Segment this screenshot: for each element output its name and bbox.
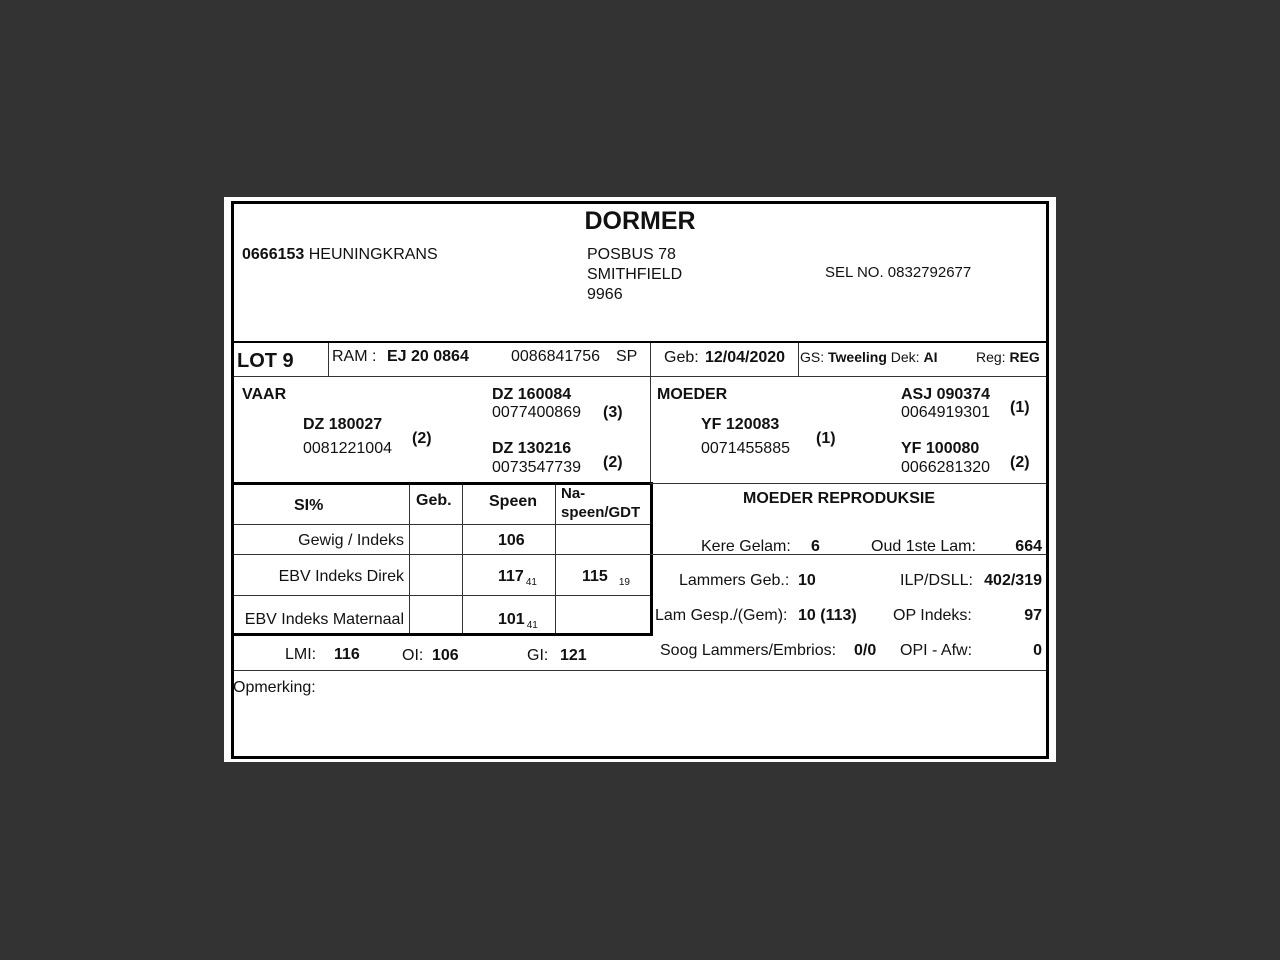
si-weaning-value-text: 117 <box>498 568 524 585</box>
si-weaning-value <box>498 568 537 586</box>
sire-dam-id: DZ 130216 <box>492 440 572 457</box>
sire-dam-count: (2) <box>603 454 623 471</box>
divider <box>328 343 329 376</box>
registration-status <box>976 349 1040 365</box>
address-line-1: POSBUS 78 <box>587 246 676 263</box>
sire-label: VAAR <box>242 386 287 403</box>
si-row-label: Gewig / Indeks <box>298 532 404 549</box>
lambs-weaned-label: Lam Gesp./(Gem): <box>655 607 788 624</box>
ram-registration: 0086841756 <box>511 348 600 365</box>
birth-date: 12/04/2020 <box>705 349 786 366</box>
gs-label: GS: <box>800 349 825 365</box>
column-divider <box>409 485 410 633</box>
reproduction-title: MOEDER REPRODUKSIE <box>743 490 936 507</box>
si-table-bottom-border <box>234 633 653 636</box>
remarks-label: Opmerking: <box>233 679 316 696</box>
si-weaning-value: 106 <box>498 532 525 549</box>
lot-card <box>224 197 1056 762</box>
divider <box>798 343 799 376</box>
weaning-header: Speen <box>489 493 538 510</box>
si-weaning-accuracy: 41 <box>525 577 537 588</box>
kere-value: 6 <box>811 538 820 555</box>
sire-id: DZ 180027 <box>303 416 383 433</box>
lambs-born-value: 10 <box>798 572 816 589</box>
op-index-value: 97 <box>1024 607 1042 624</box>
owner-code: 0666153 <box>242 246 305 263</box>
lmi-value: 116 <box>334 646 360 663</box>
dam-dam-registration: 0066281320 <box>901 459 990 476</box>
row-divider <box>234 595 650 596</box>
lot-row-bottom-border <box>234 376 1046 377</box>
si-weaning-accuracy: 41 <box>526 620 538 631</box>
post-weaning-header <box>561 484 640 522</box>
gs-value: Tweeling <box>828 349 887 365</box>
divider <box>650 343 651 483</box>
lmi-label: LMI: <box>285 646 317 663</box>
si-post-weaning-accuracy: 19 <box>618 577 630 588</box>
dam-registration: 0071455885 <box>701 440 790 457</box>
ram-label: RAM : <box>332 348 377 365</box>
card-frame <box>231 201 1049 759</box>
gi-label: GI: <box>527 647 549 664</box>
sire-sire-id: DZ 160084 <box>492 386 572 403</box>
gi-value: 121 <box>560 647 587 664</box>
ilp-label: ILP/DSLL: <box>900 572 973 589</box>
lambs-weaned-value: 10 (113) <box>798 607 857 624</box>
dek-label: Dek: <box>890 349 920 365</box>
opi-label: OPI - Afw: <box>900 642 973 659</box>
sire-sire-registration: 0077400869 <box>492 404 581 421</box>
si-row-label: EBV Indeks Direk <box>278 568 404 585</box>
birth-label: Geb: <box>664 349 699 366</box>
kere-label: Kere Gelam: <box>701 538 791 555</box>
address-line-2: SMITHFIELD <box>587 266 683 283</box>
si-weaning-value-text: 101 <box>498 611 525 628</box>
lot-number: LOT 9 <box>237 350 294 372</box>
dam-sire-count: (1) <box>1010 399 1030 416</box>
dam-sire-id: ASJ 090374 <box>901 386 990 403</box>
dam-sire-registration: 0064919301 <box>901 404 990 421</box>
si-post-weaning-value-text: 115 <box>582 568 608 585</box>
dam-label: MOEDER <box>657 386 728 403</box>
birth-header: Geb. <box>416 492 452 509</box>
sire-count: (2) <box>412 430 432 447</box>
lot-row-top-border <box>234 341 1046 343</box>
reproduction-top-border <box>650 483 1046 484</box>
dam-id: YF 120083 <box>701 416 780 433</box>
post-weaning-header-line-2: speen/GDT <box>561 504 641 521</box>
lambs-born-label: Lammers Geb.: <box>679 572 790 589</box>
suckling-value: 0/0 <box>854 642 877 659</box>
sel-number: SEL NO. 0832792677 <box>825 264 972 281</box>
si-weaning-value <box>498 611 538 629</box>
ram-id: EJ 20 0864 <box>387 348 469 365</box>
suckling-label: Soog Lammers/Embrios: <box>660 642 837 659</box>
column-divider <box>555 485 556 633</box>
breed-title: DORMER <box>584 207 696 235</box>
reg-value: REG <box>1009 349 1040 365</box>
opi-value: 0 <box>1033 642 1042 659</box>
birth-status <box>800 349 937 365</box>
oi-value: 106 <box>432 647 459 664</box>
ilp-value: 402/319 <box>984 572 1042 589</box>
sire-dam-registration: 0073547739 <box>492 459 581 476</box>
row-divider <box>234 670 650 671</box>
dam-dam-id: YF 100080 <box>901 440 980 457</box>
si-header: SI% <box>294 497 324 514</box>
sire-registration: 0081221004 <box>303 440 392 457</box>
si-row-label: EBV Indeks Maternaal <box>244 611 404 628</box>
dam-count: (1) <box>816 430 836 447</box>
first-lamb-age-value: 664 <box>1015 538 1042 555</box>
si-table-right-border <box>650 482 653 636</box>
si-post-weaning-value <box>582 568 630 586</box>
row-divider <box>234 524 650 525</box>
dam-dam-count: (2) <box>1010 454 1030 471</box>
dek-value: AI <box>923 349 938 365</box>
row-divider <box>650 670 1046 671</box>
first-lamb-age-label: Oud 1ste Lam: <box>871 538 976 555</box>
reg-label: Reg: <box>976 349 1006 365</box>
sire-sire-count: (3) <box>603 404 623 421</box>
op-index-label: OP Indeks: <box>893 607 972 624</box>
owner-info <box>242 246 438 264</box>
column-divider <box>462 485 463 633</box>
address-line-3: 9966 <box>587 286 623 303</box>
post-weaning-header-line-1: Na- <box>561 485 586 502</box>
owner-name: HEUNINGKRANS <box>308 246 438 263</box>
ram-class: SP <box>616 348 638 365</box>
oi-label: OI: <box>402 647 424 664</box>
